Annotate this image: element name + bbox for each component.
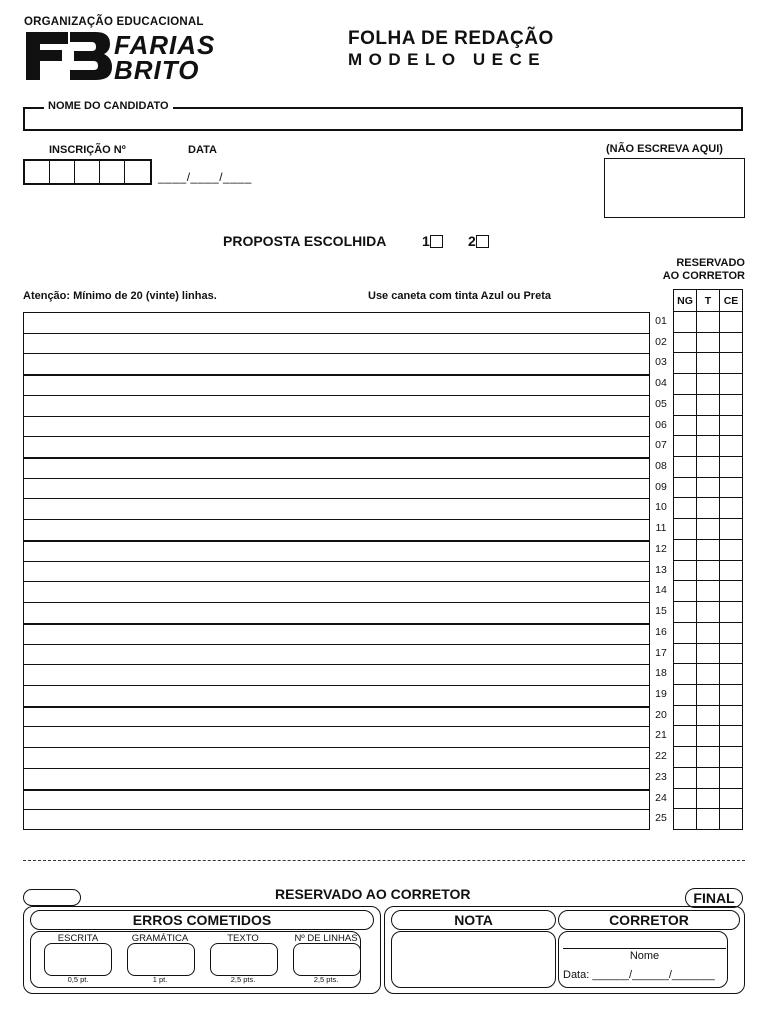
grade-col-ng: NG xyxy=(674,290,697,312)
grading-cell[interactable] xyxy=(674,643,697,664)
writing-line xyxy=(24,581,649,582)
grading-cell[interactable] xyxy=(674,374,697,395)
line-number: 10 xyxy=(655,501,667,514)
writing-line xyxy=(24,561,649,562)
nota-box[interactable] xyxy=(391,931,556,988)
grading-cell[interactable] xyxy=(674,332,697,353)
writing-line xyxy=(24,809,649,810)
svg-text:FARIAS: FARIAS xyxy=(114,30,216,60)
grading-row xyxy=(674,477,743,498)
grading-cell[interactable] xyxy=(697,477,720,498)
grading-row xyxy=(674,332,743,353)
writing-line xyxy=(24,685,649,686)
writing-area[interactable] xyxy=(23,312,650,830)
grading-row xyxy=(674,539,743,560)
writing-line xyxy=(24,519,649,520)
writing-line xyxy=(24,374,649,376)
erro-linhas-label: Nº DE LINHAS xyxy=(294,933,358,944)
grading-row xyxy=(674,705,743,726)
proposta-1-checkbox[interactable] xyxy=(430,235,443,248)
line-number: 06 xyxy=(655,418,667,431)
grading-table xyxy=(673,289,743,830)
grading-row xyxy=(674,312,743,333)
line-number: 19 xyxy=(655,687,667,700)
org-label: ORGANIZAÇÃO EDUCACIONAL xyxy=(24,16,204,28)
grading-row xyxy=(674,415,743,436)
grading-cell[interactable] xyxy=(697,332,720,353)
grading-cell[interactable] xyxy=(674,581,697,602)
writing-line xyxy=(24,478,649,479)
grading-row xyxy=(674,767,743,788)
grading-cell[interactable] xyxy=(720,539,743,560)
line-number: 23 xyxy=(655,770,667,783)
title-folha-redacao: FOLHA DE REDAÇÃO xyxy=(348,28,554,49)
reservado-label-line2: AO CORRETOR xyxy=(662,270,745,282)
grading-row xyxy=(674,457,743,478)
grading-cell[interactable] xyxy=(697,394,720,415)
corretor-header: CORRETOR xyxy=(558,910,740,930)
grading-cell[interactable] xyxy=(697,539,720,560)
svg-text:BRITO: BRITO xyxy=(114,55,200,82)
proposta-2-checkbox[interactable] xyxy=(476,235,489,248)
writing-line xyxy=(24,540,649,542)
grading-cell[interactable] xyxy=(674,705,697,726)
grading-cell[interactable] xyxy=(697,519,720,540)
erro-gramatica-box[interactable] xyxy=(127,943,195,976)
line-number: 05 xyxy=(655,397,667,410)
grading-cell[interactable] xyxy=(674,477,697,498)
erro-texto-points: 2,5 pts. xyxy=(230,975,256,984)
grading-cell[interactable] xyxy=(674,726,697,747)
inscricao-digit-box[interactable] xyxy=(125,161,150,183)
grading-cell[interactable] xyxy=(720,519,743,540)
erro-texto-box[interactable] xyxy=(210,943,278,976)
line-number: 08 xyxy=(655,460,667,473)
grading-cell[interactable] xyxy=(697,312,720,333)
corretor-name-line xyxy=(563,948,726,949)
line-number: 20 xyxy=(655,708,667,721)
erro-escrita-points: 0,5 pt. xyxy=(67,975,89,984)
writing-line xyxy=(24,395,649,396)
nao-escreva-label: (NÃO ESCREVA AQUI) xyxy=(606,143,723,155)
writing-line xyxy=(24,498,649,499)
grading-cell[interactable] xyxy=(720,747,743,768)
line-number: 18 xyxy=(655,667,667,680)
writing-line xyxy=(24,726,649,727)
grading-cell[interactable] xyxy=(697,747,720,768)
grading-cell[interactable] xyxy=(720,684,743,705)
grading-cell[interactable] xyxy=(720,643,743,664)
grading-row xyxy=(674,809,743,830)
grading-cell[interactable] xyxy=(674,560,697,581)
candidate-name-label: NOME DO CANDIDATO xyxy=(44,100,173,112)
line-number: 24 xyxy=(655,791,667,804)
grading-cell[interactable] xyxy=(697,643,720,664)
corretor-data-line[interactable]: Data: ______/______/_______ xyxy=(563,969,715,981)
grading-cell[interactable] xyxy=(697,415,720,436)
writing-line xyxy=(24,353,649,354)
grading-cell[interactable] xyxy=(674,747,697,768)
grading-cell[interactable] xyxy=(720,394,743,415)
grading-cell[interactable] xyxy=(674,498,697,519)
grading-cell[interactable] xyxy=(720,726,743,747)
grading-cell[interactable] xyxy=(720,560,743,581)
grading-row xyxy=(674,664,743,685)
grading-cell[interactable] xyxy=(674,436,697,457)
grading-cell[interactable] xyxy=(697,809,720,830)
line-number: 02 xyxy=(655,335,667,348)
writing-line xyxy=(24,789,649,791)
grading-row xyxy=(674,684,743,705)
grading-cell[interactable] xyxy=(720,498,743,519)
grading-row xyxy=(674,726,743,747)
inscricao-digit-box[interactable] xyxy=(75,161,100,183)
grading-cell[interactable] xyxy=(720,353,743,374)
grading-cell[interactable] xyxy=(697,498,720,519)
grading-cell[interactable] xyxy=(674,602,697,623)
line-number: 15 xyxy=(655,605,667,618)
grading-cell[interactable] xyxy=(674,788,697,809)
grading-cell[interactable] xyxy=(674,809,697,830)
writing-line xyxy=(24,664,649,665)
writing-line xyxy=(24,644,649,645)
erro-gramatica-points: 1 pt. xyxy=(152,975,168,984)
nota-header: NOTA xyxy=(391,910,556,930)
grading-cell[interactable] xyxy=(674,622,697,643)
grading-cell[interactable] xyxy=(674,519,697,540)
grading-cell[interactable] xyxy=(720,622,743,643)
farias-brito-logo xyxy=(24,30,220,82)
writing-line xyxy=(24,706,649,708)
grading-cell[interactable] xyxy=(697,664,720,685)
erro-texto-label: TEXTO xyxy=(227,933,259,944)
grading-row xyxy=(674,353,743,374)
line-number: 22 xyxy=(655,750,667,763)
grading-cell[interactable] xyxy=(674,394,697,415)
grading-cell[interactable] xyxy=(720,332,743,353)
nao-escreva-box xyxy=(604,158,745,218)
grading-cell[interactable] xyxy=(674,539,697,560)
erro-escrita-label: ESCRITA xyxy=(57,933,99,944)
grading-cell[interactable] xyxy=(674,684,697,705)
grading-cell[interactable] xyxy=(697,705,720,726)
grading-cell[interactable] xyxy=(720,374,743,395)
grading-cell[interactable] xyxy=(674,664,697,685)
writing-line xyxy=(24,602,649,603)
inscricao-digit-box[interactable] xyxy=(25,161,50,183)
grading-cell[interactable] xyxy=(697,622,720,643)
writing-line xyxy=(24,623,649,625)
line-number: 14 xyxy=(655,584,667,597)
grading-row xyxy=(674,394,743,415)
line-number: 03 xyxy=(655,356,667,369)
line-number: 25 xyxy=(655,812,667,825)
line-number: 13 xyxy=(655,563,667,576)
line-number: 07 xyxy=(655,439,667,452)
erro-escrita-box[interactable] xyxy=(44,943,112,976)
erros-cometidos-header: ERROS COMETIDOS xyxy=(30,910,374,930)
date-field[interactable]: ____/____/____ xyxy=(158,170,252,184)
line-number: 11 xyxy=(655,522,667,535)
line-number: 16 xyxy=(655,625,667,638)
grading-cell[interactable] xyxy=(697,436,720,457)
line-number: 04 xyxy=(655,377,667,390)
erro-gramatica-label: GRAMÁTICA xyxy=(131,933,189,944)
writing-line xyxy=(24,436,649,437)
proposta-option-1[interactable] xyxy=(422,233,443,251)
grading-row xyxy=(674,581,743,602)
reservado-corretor-title: RESERVADO AO CORRETOR xyxy=(275,886,471,902)
grading-cell[interactable] xyxy=(720,581,743,602)
grading-cell[interactable] xyxy=(720,767,743,788)
grading-cell[interactable] xyxy=(697,684,720,705)
grade-col-ce: CE xyxy=(720,290,743,312)
data-label: DATA xyxy=(188,144,217,156)
reservado-label-line1: RESERVADO xyxy=(676,257,745,269)
line-number: 12 xyxy=(655,542,667,555)
caneta-note: Use caneta com tinta Azul ou Preta xyxy=(368,290,551,302)
grading-cell[interactable] xyxy=(697,374,720,395)
writing-line xyxy=(24,768,649,769)
grading-cell[interactable] xyxy=(697,457,720,478)
line-number: 17 xyxy=(655,646,667,659)
grading-row xyxy=(674,747,743,768)
inscricao-digit-box[interactable] xyxy=(50,161,75,183)
grading-row xyxy=(674,643,743,664)
line-number: 21 xyxy=(655,729,667,742)
grading-cell[interactable] xyxy=(674,767,697,788)
grading-row xyxy=(674,622,743,643)
grading-row xyxy=(674,374,743,395)
grading-row xyxy=(674,560,743,581)
writing-line xyxy=(24,416,649,417)
writing-line xyxy=(24,747,649,748)
erro-linhas-box[interactable] xyxy=(293,943,361,976)
proposta-option-1-label: 1 xyxy=(422,233,430,249)
writing-line xyxy=(24,457,649,459)
grading-row xyxy=(674,498,743,519)
inscricao-boxes[interactable] xyxy=(23,159,152,185)
grading-cell[interactable] xyxy=(697,353,720,374)
atencao-note: Atenção: Mínimo de 20 (vinte) linhas. xyxy=(23,290,217,302)
grading-row xyxy=(674,602,743,623)
title-modelo-uece: MODELO UECE xyxy=(348,50,547,69)
grading-cell[interactable] xyxy=(674,353,697,374)
line-number: 09 xyxy=(655,480,667,493)
reservado-tab-pill xyxy=(23,889,81,906)
grading-cell[interactable] xyxy=(720,415,743,436)
grading-row xyxy=(674,519,743,540)
proposta-label: PROPOSTA ESCOLHIDA xyxy=(223,233,387,249)
grading-cell[interactable] xyxy=(697,767,720,788)
grading-cell[interactable] xyxy=(720,457,743,478)
inscricao-digit-box[interactable] xyxy=(100,161,125,183)
corretor-nome-label: Nome xyxy=(629,950,660,962)
grading-cell[interactable] xyxy=(720,477,743,498)
grading-cell[interactable] xyxy=(674,457,697,478)
grading-cell[interactable] xyxy=(697,560,720,581)
grading-cell[interactable] xyxy=(720,705,743,726)
grading-cell[interactable] xyxy=(697,602,720,623)
grading-cell[interactable] xyxy=(720,436,743,457)
grading-cell[interactable] xyxy=(720,602,743,623)
grading-cell[interactable] xyxy=(720,788,743,809)
erro-linhas-points: 2,5 pts. xyxy=(313,975,339,984)
grading-row xyxy=(674,436,743,457)
grading-row xyxy=(674,788,743,809)
grading-cell[interactable] xyxy=(720,664,743,685)
grading-cell[interactable] xyxy=(720,312,743,333)
final-label: FINAL xyxy=(685,888,743,908)
line-number: 01 xyxy=(655,315,667,327)
grading-cell[interactable] xyxy=(674,312,697,333)
grading-cell[interactable] xyxy=(697,788,720,809)
proposta-option-2-label: 2 xyxy=(468,233,476,249)
grade-col-t: T xyxy=(697,290,720,312)
writing-line xyxy=(24,333,649,334)
grading-cell[interactable] xyxy=(674,415,697,436)
cut-line xyxy=(23,860,745,861)
inscricao-label: INSCRIÇÃO Nº xyxy=(49,144,126,156)
grading-cell[interactable] xyxy=(720,809,743,830)
grading-cell[interactable] xyxy=(697,726,720,747)
proposta-option-2[interactable] xyxy=(468,233,489,251)
grading-cell[interactable] xyxy=(697,581,720,602)
